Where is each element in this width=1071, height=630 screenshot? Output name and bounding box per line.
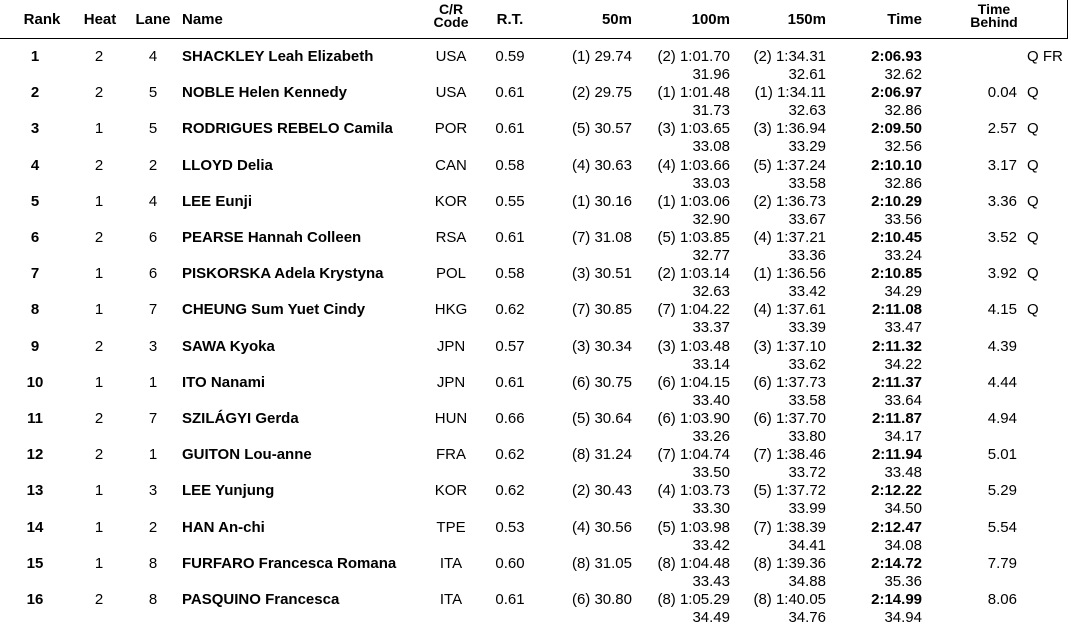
table-row — [0, 446, 1071, 482]
split-100: (1) 1:01.48 — [657, 84, 730, 102]
table-row — [0, 374, 1071, 410]
split-100: (4) 1:03.73 — [657, 482, 730, 500]
split-150: (8) 1:39.36 — [753, 554, 826, 572]
split-lap-150: 33.58 — [788, 391, 826, 409]
split-50: (6) 30.80 — [571, 591, 632, 608]
lane-cell: 8 — [148, 591, 158, 608]
split-150: (6) 1:37.73 — [753, 373, 826, 391]
split-lap-100: 33.03 — [692, 174, 730, 192]
country-code: USA — [435, 48, 467, 65]
split-lap-final: 33.56 — [884, 210, 922, 228]
split-lap-150: 33.62 — [788, 355, 826, 373]
time-behind: 8.06 — [987, 591, 1017, 608]
rank-cell: 2 — [30, 84, 40, 102]
reaction-time: 0.55 — [495, 192, 525, 210]
split-lap-150: 33.39 — [788, 319, 826, 337]
heat-cell: 1 — [94, 120, 104, 138]
final-time: 2:06.93 — [871, 48, 922, 65]
split-lap-final: 33.24 — [884, 247, 922, 264]
country-code: TPE — [436, 518, 466, 536]
split-150: (7) 1:38.46 — [753, 446, 826, 464]
table-row — [0, 410, 1071, 446]
split-lap-100: 33.30 — [692, 500, 730, 518]
qualification-mark: Q — [1027, 301, 1039, 319]
header-behind-line1: Time — [977, 1, 1011, 17]
split-50: (4) 30.56 — [571, 518, 632, 536]
athlete-name: PEARSE Hannah Colleen — [182, 229, 362, 246]
country-code: FRA — [436, 446, 466, 464]
reaction-time: 0.61 — [495, 84, 525, 102]
qualification-mark: Q — [1027, 229, 1039, 246]
final-time: 2:11.08 — [871, 301, 922, 319]
reaction-time: 0.62 — [495, 301, 525, 319]
split-lap-150: 33.58 — [788, 174, 826, 192]
rank-cell: 11 — [27, 410, 43, 427]
split-50: (2) 29.75 — [571, 84, 632, 102]
split-lap-100: 33.40 — [692, 391, 730, 409]
split-150: (5) 1:37.72 — [753, 482, 826, 500]
reaction-time: 0.66 — [495, 410, 525, 427]
heat-cell: 1 — [94, 518, 104, 536]
time-behind: 7.79 — [987, 554, 1017, 572]
rank-cell: 12 — [26, 446, 44, 464]
lane-cell: 1 — [148, 373, 158, 391]
qualification-mark: Q FR — [1027, 48, 1063, 65]
split-100: (2) 1:01.70 — [657, 48, 730, 65]
table-row — [0, 555, 1071, 591]
header-code-line1: C/R — [438, 1, 464, 17]
split-lap-final: 32.86 — [884, 174, 922, 192]
athlete-name: FURFARO Francesca Romana — [182, 554, 397, 572]
heat-cell: 1 — [94, 192, 104, 210]
reaction-time: 0.62 — [495, 482, 525, 500]
lane-cell: 3 — [148, 482, 158, 500]
split-100: (6) 1:04.15 — [657, 373, 730, 391]
header-lane: Lane — [135, 11, 171, 28]
header-time: Time — [887, 11, 922, 28]
split-50: (3) 30.51 — [571, 265, 632, 283]
header-name: Name — [182, 11, 223, 28]
qualification-mark: Q — [1027, 84, 1039, 102]
athlete-name: SAWA Kyoka — [182, 337, 275, 355]
heat-cell: 1 — [94, 265, 104, 283]
split-50: (1) 29.74 — [571, 48, 632, 65]
split-lap-final: 34.08 — [884, 536, 922, 554]
athlete-name: PISKORSKA Adela Krystyna — [182, 265, 384, 283]
athlete-name: NOBLE Helen Kennedy — [182, 84, 348, 102]
reaction-time: 0.59 — [495, 48, 525, 65]
table-row — [0, 229, 1071, 265]
table-row — [0, 157, 1071, 193]
qualification-mark: Q — [1027, 156, 1039, 174]
split-lap-150: 33.72 — [788, 464, 826, 482]
country-code: POR — [434, 120, 468, 138]
athlete-name: HAN An-chi — [182, 518, 265, 536]
split-150: (2) 1:36.73 — [753, 192, 826, 210]
country-code: KOR — [434, 482, 468, 500]
heat-cell: 2 — [94, 446, 104, 464]
split-lap-final: 35.36 — [884, 572, 922, 590]
split-150: (4) 1:37.61 — [753, 301, 826, 319]
time-behind: 2.57 — [987, 120, 1017, 138]
final-time: 2:06.97 — [871, 84, 922, 102]
split-lap-final: 33.48 — [884, 464, 922, 482]
heat-cell: 1 — [94, 482, 104, 500]
time-behind: 5.29 — [987, 482, 1017, 500]
reaction-time: 0.58 — [495, 156, 525, 174]
final-time: 2:12.47 — [871, 518, 922, 536]
split-lap-100: 32.77 — [692, 247, 730, 264]
heat-cell: 2 — [94, 410, 104, 427]
split-150: (6) 1:37.70 — [753, 410, 826, 427]
split-lap-100: 33.37 — [692, 319, 730, 337]
heat-cell: 2 — [94, 229, 104, 246]
split-lap-100: 31.96 — [692, 66, 730, 83]
time-behind: 5.01 — [987, 446, 1017, 464]
final-time: 2:10.29 — [871, 192, 922, 210]
time-behind: 4.44 — [987, 373, 1017, 391]
header-reaction-time: R.T. — [496, 11, 524, 28]
split-50: (6) 30.75 — [571, 373, 632, 391]
split-lap-final: 32.86 — [884, 102, 922, 120]
final-time: 2:10.85 — [871, 265, 922, 283]
athlete-name: RODRIGUES REBELO Camila — [182, 120, 393, 138]
table-row — [0, 84, 1071, 120]
split-50: (5) 30.64 — [571, 410, 632, 427]
split-100: (3) 1:03.65 — [657, 120, 730, 138]
time-behind: 3.17 — [987, 156, 1017, 174]
split-lap-150: 32.61 — [788, 66, 826, 83]
heat-cell: 2 — [94, 156, 104, 174]
reaction-time: 0.62 — [495, 446, 525, 464]
split-50: (8) 31.24 — [571, 446, 632, 464]
header-heat: Heat — [83, 11, 117, 28]
split-lap-150: 33.99 — [788, 500, 826, 518]
rank-cell: 1 — [30, 48, 40, 65]
split-lap-final: 32.62 — [884, 66, 922, 83]
split-150: (4) 1:37.21 — [753, 229, 826, 246]
split-lap-100: 33.26 — [692, 428, 730, 445]
split-lap-150: 33.42 — [788, 283, 826, 301]
final-time: 2:11.94 — [871, 446, 922, 464]
reaction-time: 0.61 — [495, 373, 525, 391]
country-code: JPN — [436, 373, 466, 391]
lane-cell: 1 — [148, 446, 158, 464]
final-time: 2:11.32 — [871, 337, 922, 355]
country-code: ITA — [439, 554, 463, 572]
country-code: RSA — [435, 229, 467, 246]
reaction-time: 0.53 — [495, 518, 525, 536]
time-behind: 3.36 — [987, 192, 1017, 210]
lane-cell: 7 — [148, 301, 158, 319]
split-150: (1) 1:36.56 — [753, 265, 826, 283]
heat-cell: 2 — [94, 84, 104, 102]
split-lap-100: 33.08 — [692, 138, 730, 156]
split-50: (3) 30.34 — [571, 337, 632, 355]
split-150: (3) 1:36.94 — [753, 120, 826, 138]
split-lap-100: 33.50 — [692, 464, 730, 482]
final-time: 2:14.99 — [871, 591, 922, 608]
athlete-name: SZILÁGYI Gerda — [182, 410, 299, 427]
split-lap-150: 33.80 — [788, 428, 826, 445]
country-code: HUN — [434, 410, 468, 427]
split-150: (7) 1:38.39 — [753, 518, 826, 536]
heat-cell: 2 — [94, 48, 104, 65]
lane-cell: 2 — [148, 156, 158, 174]
split-100: (8) 1:04.48 — [657, 554, 730, 572]
split-lap-final: 33.47 — [884, 319, 922, 337]
athlete-name: LLOYD Delia — [182, 156, 273, 174]
split-lap-150: 33.67 — [788, 210, 826, 228]
athlete-name: LEE Eunji — [182, 192, 253, 210]
split-150: (1) 1:34.11 — [754, 84, 826, 102]
split-100: (2) 1:03.14 — [657, 265, 730, 283]
athlete-name: PASQUINO Francesca — [182, 591, 340, 608]
split-150: (2) 1:34.31 — [753, 48, 826, 65]
split-lap-100: 34.49 — [692, 609, 730, 626]
split-100: (3) 1:03.48 — [657, 337, 730, 355]
rank-cell: 8 — [30, 301, 40, 319]
country-code: KOR — [434, 192, 468, 210]
split-150: (3) 1:37.10 — [753, 337, 826, 355]
split-lap-150: 34.41 — [788, 536, 826, 554]
qualification-mark: Q — [1027, 192, 1039, 210]
header-code-line2: Code — [433, 14, 469, 30]
split-50: (4) 30.63 — [571, 156, 632, 174]
split-lap-150: 33.29 — [788, 138, 826, 156]
reaction-time: 0.60 — [495, 554, 525, 572]
split-lap-100: 33.43 — [692, 572, 730, 590]
split-lap-150: 32.63 — [788, 102, 826, 120]
split-lap-150: 33.36 — [788, 247, 826, 264]
split-lap-100: 32.63 — [692, 283, 730, 301]
time-behind: 3.92 — [987, 265, 1017, 283]
country-code: USA — [435, 84, 467, 102]
reaction-time: 0.57 — [495, 337, 525, 355]
heat-cell: 1 — [94, 554, 104, 572]
final-time: 2:11.37 — [871, 373, 922, 391]
header-split-100: 100m — [691, 11, 730, 28]
athlete-name: GUITON Lou-anne — [182, 446, 312, 464]
rank-cell: 9 — [30, 337, 40, 355]
reaction-time: 0.58 — [495, 265, 525, 283]
rank-cell: 5 — [30, 192, 40, 210]
header-split-50: 50m — [601, 11, 632, 28]
time-behind: 4.39 — [987, 337, 1017, 355]
athlete-name: CHEUNG Sum Yuet Cindy — [182, 301, 366, 319]
heat-cell: 1 — [94, 301, 104, 319]
split-100: (6) 1:03.90 — [657, 410, 730, 427]
split-lap-final: 33.64 — [884, 391, 922, 409]
table-row — [0, 48, 1071, 84]
country-code: CAN — [435, 156, 467, 174]
rank-cell: 6 — [30, 229, 40, 246]
lane-cell: 4 — [148, 48, 158, 65]
athlete-name: ITO Nanami — [182, 373, 266, 391]
table-row — [0, 120, 1071, 156]
heat-cell: 2 — [94, 337, 104, 355]
lane-cell: 5 — [148, 84, 158, 102]
split-50: (7) 31.08 — [571, 229, 632, 246]
split-lap-100: 31.73 — [692, 102, 730, 120]
final-time: 2:14.72 — [871, 554, 922, 572]
split-50: (8) 31.05 — [571, 554, 632, 572]
split-100: (1) 1:03.06 — [657, 192, 730, 210]
lane-cell: 8 — [148, 554, 158, 572]
header-split-150: 150m — [787, 11, 826, 28]
lane-cell: 6 — [148, 229, 158, 246]
time-behind: 4.15 — [987, 301, 1017, 319]
split-lap-final: 34.17 — [884, 428, 922, 445]
header-behind-line2: Behind — [970, 14, 1018, 30]
split-lap-150: 34.76 — [788, 609, 826, 626]
split-150: (8) 1:40.05 — [753, 591, 826, 608]
lane-cell: 3 — [148, 337, 158, 355]
athlete-name: LEE Yunjung — [182, 482, 275, 500]
table-row — [0, 338, 1071, 374]
table-row — [0, 265, 1071, 301]
split-lap-100: 33.42 — [692, 536, 730, 554]
country-code: JPN — [436, 337, 466, 355]
rank-cell: 10 — [26, 373, 44, 391]
table-row — [0, 519, 1071, 555]
final-time: 2:11.87 — [871, 410, 922, 427]
athlete-name: SHACKLEY Leah Elizabeth — [182, 48, 374, 65]
results-table-header — [0, 0, 1068, 39]
reaction-time: 0.61 — [495, 120, 525, 138]
country-code: POL — [435, 265, 466, 283]
split-100: (4) 1:03.66 — [657, 156, 730, 174]
time-behind: 5.54 — [987, 518, 1017, 536]
split-lap-final: 32.56 — [884, 138, 922, 156]
time-behind: 4.94 — [987, 410, 1017, 427]
reaction-time: 0.61 — [495, 591, 525, 608]
split-lap-final: 34.22 — [884, 355, 922, 373]
split-50: (1) 30.16 — [571, 192, 632, 210]
table-row — [0, 193, 1071, 229]
heat-cell: 1 — [94, 373, 104, 391]
split-100: (8) 1:05.29 — [657, 591, 730, 608]
header-rank: Rank — [23, 11, 61, 28]
qualification-mark: Q — [1027, 265, 1039, 283]
lane-cell: 6 — [148, 265, 158, 283]
country-code: HKG — [434, 301, 468, 319]
heat-cell: 2 — [94, 591, 104, 608]
country-code: ITA — [439, 591, 463, 608]
final-time: 2:10.45 — [871, 229, 922, 246]
split-lap-150: 34.88 — [788, 572, 826, 590]
table-row — [0, 482, 1071, 518]
qualification-mark: Q — [1027, 120, 1039, 138]
split-50: (2) 30.43 — [571, 482, 632, 500]
lane-cell: 7 — [148, 410, 158, 427]
final-time: 2:09.50 — [871, 120, 922, 138]
table-row — [0, 301, 1071, 337]
lane-cell: 2 — [148, 518, 158, 536]
split-lap-final: 34.94 — [884, 609, 922, 626]
time-behind: 3.52 — [987, 229, 1017, 246]
final-time: 2:10.10 — [871, 156, 922, 174]
split-lap-100: 33.14 — [692, 355, 730, 373]
split-lap-final: 34.29 — [884, 283, 922, 301]
split-50: (5) 30.57 — [571, 120, 632, 138]
lane-cell: 5 — [148, 120, 158, 138]
split-150: (5) 1:37.24 — [753, 156, 826, 174]
lane-cell: 4 — [148, 192, 158, 210]
rank-cell: 4 — [30, 156, 40, 174]
time-behind: 0.04 — [987, 84, 1017, 102]
rank-cell: 14 — [26, 518, 44, 536]
rank-cell: 7 — [30, 265, 40, 283]
split-100: (5) 1:03.85 — [657, 229, 730, 246]
rank-cell: 15 — [26, 554, 44, 572]
split-100: (7) 1:04.74 — [657, 446, 730, 464]
rank-cell: 13 — [26, 482, 44, 500]
rank-cell: 3 — [30, 120, 40, 138]
table-row — [0, 591, 1071, 627]
split-lap-100: 32.90 — [692, 210, 730, 228]
split-100: (7) 1:04.22 — [657, 301, 730, 319]
split-lap-final: 34.50 — [884, 500, 922, 518]
reaction-time: 0.61 — [495, 229, 525, 246]
final-time: 2:12.22 — [871, 482, 922, 500]
rank-cell: 16 — [26, 591, 44, 608]
split-100: (5) 1:03.98 — [657, 518, 730, 536]
split-50: (7) 30.85 — [571, 301, 632, 319]
